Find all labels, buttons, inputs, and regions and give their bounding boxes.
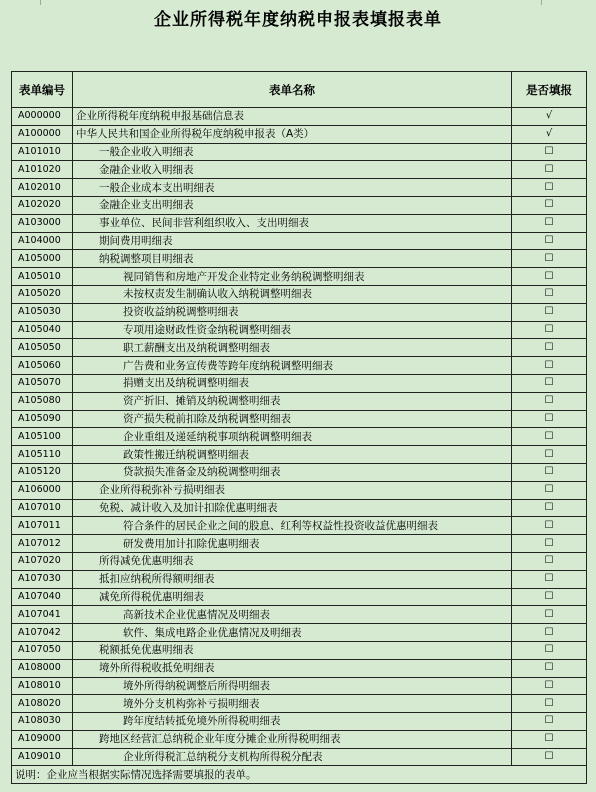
form-name: 企业所得税弥补亏损明细表 [73,481,512,499]
checkbox[interactable]: ☐ [512,446,587,464]
checkbox[interactable]: ☐ [512,730,587,748]
table-row [12,588,587,606]
table-row [12,339,587,357]
table-row [12,232,587,250]
table-row [12,552,587,570]
checkbox[interactable]: ☐ [512,588,587,606]
form-name: 减免所得税优惠明细表 [73,588,512,606]
form-code: A101010 [12,143,73,161]
table-row [12,535,587,553]
form-name: 一般企业成本支出明细表 [73,179,512,197]
form-name: 境外所得纳税调整后所得明细表 [73,677,512,695]
form-code: A109010 [12,748,73,766]
checkbox[interactable]: ☐ [512,463,587,481]
form-code: A000000 [12,108,73,126]
form-name: 所得减免优惠明细表 [73,552,512,570]
table-row [12,214,587,232]
form-code: A107010 [12,499,73,517]
form-code: A105120 [12,463,73,481]
form-name: 高新技术企业优惠情况及明细表 [73,606,512,624]
form-code: A101020 [12,161,73,179]
form-name: 职工薪酬支出及纳税调整明细表 [73,339,512,357]
checkbox[interactable]: ☐ [512,285,587,303]
form-name: 政策性搬迁纳税调整明细表 [73,446,512,464]
form-code: A105030 [12,303,73,321]
checkbox[interactable]: ☐ [512,713,587,731]
form-code: A109000 [12,730,73,748]
note-text: 说明：企业应当根据实际情况选择需要填报的表单。 [12,766,587,784]
header-form-code: 表单编号 [12,72,73,108]
checkbox[interactable]: ☐ [512,659,587,677]
form-code: A102010 [12,179,73,197]
table-row [12,250,587,268]
form-name: 企业所得税年度纳税申报基础信息表 [73,108,512,126]
table-row [12,677,587,695]
form-code: A105090 [12,410,73,428]
form-name: 纳税调整项目明细表 [73,250,512,268]
table-row [12,713,587,731]
checkbox[interactable]: ☐ [512,410,587,428]
checkbox[interactable]: ☐ [512,624,587,642]
form-name: 事业单位、民间非营利组织收入、支出明细表 [73,214,512,232]
form-name: 中华人民共和国企业所得税年度纳税申报表（A类） [73,125,512,143]
table-row [12,730,587,748]
form-code: A107050 [12,641,73,659]
checkbox[interactable]: ☐ [512,695,587,713]
form-name: 境外分支机构弥补亏损明细表 [73,695,512,713]
checkbox[interactable]: ☐ [512,303,587,321]
checkbox[interactable]: ☐ [512,570,587,588]
table-row [12,446,587,464]
form-code: A108010 [12,677,73,695]
form-name: 研发费用加计扣除优惠明细表 [73,535,512,553]
table-row [12,374,587,392]
table-row [12,321,587,339]
form-code: A100000 [12,125,73,143]
form-code: A105020 [12,285,73,303]
table-row [12,641,587,659]
note-row [12,766,587,784]
checkbox[interactable]: ☐ [512,535,587,553]
checkbox[interactable]: ☐ [512,196,587,214]
table-row [12,570,587,588]
checked-mark[interactable]: √ [512,125,587,143]
table-row [12,695,587,713]
form-code: A102020 [12,196,73,214]
form-code: A107020 [12,552,73,570]
form-code: A105110 [12,446,73,464]
form-code: A108000 [12,659,73,677]
checkbox[interactable]: ☐ [512,143,587,161]
table-row [12,161,587,179]
table-row [12,624,587,642]
form-code: A105060 [12,357,73,375]
table-row [12,108,587,126]
checkbox[interactable]: ☐ [512,481,587,499]
form-code: A107041 [12,606,73,624]
checkbox[interactable]: ☐ [512,214,587,232]
table-row [12,143,587,161]
form-name: 符合条件的居民企业之间的股息、红利等权益性投资收益优惠明细表 [73,517,512,535]
checkbox[interactable]: ☐ [512,499,587,517]
form-code: A105100 [12,428,73,446]
checkbox[interactable]: ☐ [512,232,587,250]
form-name: 资产损失税前扣除及纳税调整明细表 [73,410,512,428]
checkbox[interactable]: ☐ [512,250,587,268]
checkbox[interactable]: ☐ [512,161,587,179]
checkbox[interactable]: ☐ [512,374,587,392]
form-code: A105070 [12,374,73,392]
form-code: A107011 [12,517,73,535]
form-name: 未按权责发生制确认收入纳税调整明细表 [73,285,512,303]
form-name: 广告费和业务宣传费等跨年度纳税调整明细表 [73,357,512,375]
checkbox[interactable]: ☐ [512,179,587,197]
table-row [12,748,587,766]
form-name: 一般企业收入明细表 [73,143,512,161]
form-name: 投资收益纳税调整明细表 [73,303,512,321]
checkbox[interactable]: ☐ [512,552,587,570]
form-name: 金融企业支出明细表 [73,196,512,214]
form-name: 企业所得税汇总纳税分支机构所得税分配表 [73,748,512,766]
table-row [12,392,587,410]
checked-mark[interactable]: √ [512,108,587,126]
table-row [12,428,587,446]
header-is-filled: 是否填报 [512,72,587,108]
checkbox[interactable]: ☐ [512,392,587,410]
form-code: A107042 [12,624,73,642]
form-name: 视同销售和房地产开发企业特定业务纳税调整明细表 [73,268,512,286]
form-code: A107040 [12,588,73,606]
form-name: 跨年度结转抵免境外所得税明细表 [73,713,512,731]
form-name: 捐赠支出及纳税调整明细表 [73,374,512,392]
header-form-name: 表单名称 [73,72,512,108]
form-name: 金融企业收入明细表 [73,161,512,179]
form-name: 专项用途财政性资金纳税调整明细表 [73,321,512,339]
form-code: A105010 [12,268,73,286]
form-name: 软件、集成电路企业优惠情况及明细表 [73,624,512,642]
table-row [12,303,587,321]
form-name: 抵扣应纳税所得额明细表 [73,570,512,588]
form-code: A104000 [12,232,73,250]
form-name: 境外所得税收抵免明细表 [73,659,512,677]
form-name: 资产折旧、摊销及纳税调整明细表 [73,392,512,410]
table-row [12,517,587,535]
table-row [12,606,587,624]
form-name: 期间费用明细表 [73,232,512,250]
form-code: A105000 [12,250,73,268]
form-code: A105040 [12,321,73,339]
form-name: 税额抵免优惠明细表 [73,641,512,659]
form-code: A107012 [12,535,73,553]
table-row [12,268,587,286]
form-code: A106000 [12,481,73,499]
table-header-row [12,72,587,108]
form-code: A108020 [12,695,73,713]
table-row [12,463,587,481]
table-row [12,410,587,428]
form-code: A105050 [12,339,73,357]
checkbox[interactable]: ☐ [512,339,587,357]
checkbox[interactable]: ☐ [512,677,587,695]
form-table [11,71,587,784]
form-name: 跨地区经营汇总纳税企业年度分摊企业所得税明细表 [73,730,512,748]
table-row [12,285,587,303]
form-code: A103000 [12,214,73,232]
form-code: A105080 [12,392,73,410]
checkbox[interactable]: ☐ [512,428,587,446]
table-row [12,179,587,197]
table-row [12,196,587,214]
checkbox[interactable]: ☐ [512,321,587,339]
table-row [12,659,587,677]
checkbox[interactable]: ☐ [512,268,587,286]
checkbox[interactable]: ☐ [512,517,587,535]
checkbox[interactable]: ☐ [512,357,587,375]
checkbox[interactable]: ☐ [512,606,587,624]
form-code: A107030 [12,570,73,588]
checkbox[interactable]: ☐ [512,641,587,659]
page-title: 企业所得税年度纳税申报表填报表单 [154,10,442,30]
table-body [12,108,587,766]
table-row [12,481,587,499]
table-row [12,499,587,517]
table-row [12,125,587,143]
table-row [12,357,587,375]
checkbox[interactable]: ☐ [512,748,587,766]
form-name: 贷款损失准备金及纳税调整明细表 [73,463,512,481]
form-code: A108030 [12,713,73,731]
form-name: 企业重组及递延纳税事项纳税调整明细表 [73,428,512,446]
form-name: 免税、减计收入及加计扣除优惠明细表 [73,499,512,517]
